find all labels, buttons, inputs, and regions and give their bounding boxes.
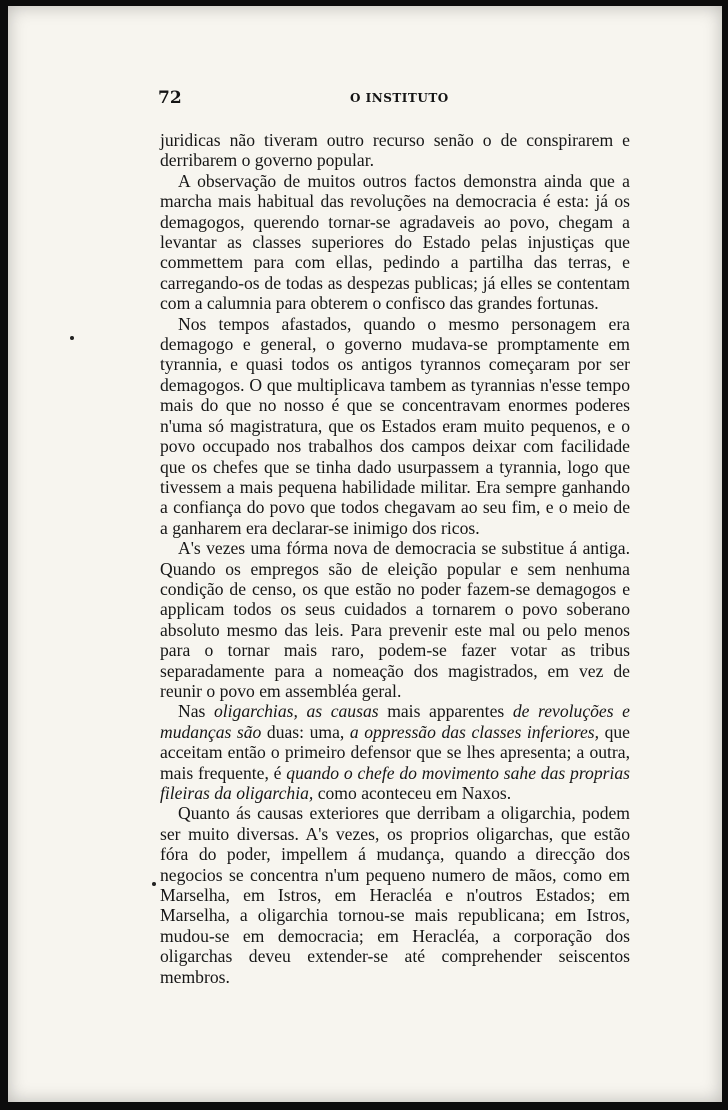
text-run: duas: uma, — [266, 721, 345, 742]
page-header — [158, 88, 628, 112]
paragraph-continued: juridicas não tiveram outro recurso senão o de conspirarem e derribarem o governo popular. — [160, 130, 630, 171]
italic-run: oligarchias, as causas — [213, 701, 379, 722]
paragraph-democracy-revolutions: A observação de muitos outros factos demonstra ainda que a marcha mais habitual das revoluções na democracia é esta: já os demagogos, querendo tornar-se agradaveis ao povo, chegam a levantar as classes superiores do Estado pelas injustiças que commettem para com ellas, pedindo a partilha das terras, e carregando-os de todas as despezas publicas; já elles se contentam com a calumnia para obterem o confisco das grandes fortunas. — [160, 170, 630, 314]
paragraph-oligarchy-causes — [160, 701, 630, 803]
italic-run: quando o chefe do movimento sahe das proprias fileiras da oligarchia, — [160, 762, 631, 803]
italic-run: a oppressão das classes inferiores, — [349, 721, 600, 742]
ink-speck — [70, 336, 74, 340]
italic-run: de revoluções e mudanças são — [160, 701, 630, 742]
text-run: mais apparentes — [387, 701, 505, 722]
paragraph-tyranny: Nos tempos afastados, quando o mesmo personagem era demagogo e general, o governo mudava-se promptamente em tyrannia, e quasi todos os antigos tyrannos começaram por ser demagogos. O que multiplicava tambem as tyrannias n'esse tempo mais do que no nosso é que se concentravam enormes poderes n'uma só magistratura, que os Estados eram muito pequenos, e o povo occupado nos trabalhos dos campos deixar com facilidade que os chefes que se tinha dado usurpassem a tyrannia, logo que tivessem a mais pequena habilidade militar. Era sempre ganhando a confiança do povo que todos chegavam ao seu fim, e o meio de a ganharem era declarar-se inimigo dos ricos. — [160, 313, 630, 538]
text-run: Nas — [178, 701, 206, 722]
paragraph-external-causes: Quanto ás causas exteriores que derribam a oligarchia, podem ser muito diversas. A's vezes, os proprios oligarchas, que estão fóra do poder, impellem á mudança, quando a direcção dos negocios se concentra n'um pequeno numero de mãos, como em Marselha, em Istros, em Heracléa e n'outros Estados; em Marselha, a oligarchia tornou-se mais republicana; em Istros, mudou-se em democracia; em Heracléa, a corporação dos oligarchas deveu extender-se até comprehender seiscentos membros. — [160, 803, 630, 987]
page-number: 72 — [158, 88, 182, 108]
running-head: O INSTITUTO — [350, 91, 449, 105]
text-run: como aconteceu em Naxos. — [317, 783, 512, 803]
body-text — [160, 130, 630, 987]
ink-speck — [152, 882, 156, 886]
text-run: que acceitam então o primeiro defensor que se lhes apresenta; a outra, mais frequente, é — [160, 721, 630, 783]
paragraph-new-democracy: A's vezes uma fórma nova de democracia se substitue á antiga. Quando os empregos são de eleição popular e sem nenhuma condição de censo, os que estão no poder fazem-se demagogos e applicam todos os seus cuidados a tornarem o povo soberano absoluto mesmo das leis. Para prevenir este mal ou pelo menos para o tornar mais raro, podem-se fazer votar as tribus separadamente para a nomeação dos magistrados, em vez de reunir o povo em assembléa geral. — [160, 538, 630, 701]
